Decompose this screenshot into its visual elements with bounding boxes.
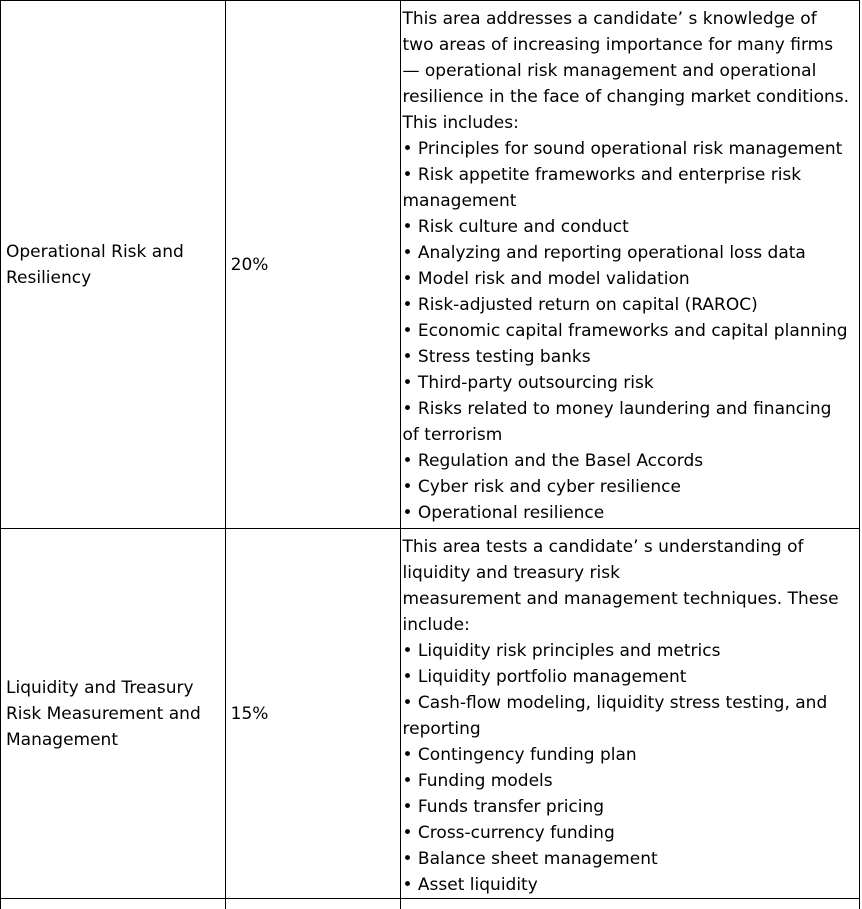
description-line: liquidity and treasury risk: [403, 560, 860, 586]
description-line: two areas of increasing importance for many firms: [403, 32, 860, 58]
description-line: • Regulation and the Basel Accords: [403, 448, 860, 474]
description-cell: [400, 1, 860, 529]
topic-line: Management: [6, 727, 225, 753]
description-line: • Funds transfer pricing: [403, 794, 860, 820]
description-line: of terrorism: [403, 422, 860, 448]
description-line: • Cash-flow modeling, liquidity stress testing, and: [403, 690, 860, 716]
description-line: • Cyber risk and cyber resilience: [403, 474, 860, 500]
description-line: management: [403, 188, 860, 214]
topic-line: Liquidity and Treasury: [6, 675, 225, 701]
description-line: • Cross-currency funding: [403, 820, 860, 846]
description-line: • Operational resilience: [403, 500, 860, 526]
description-line: • Liquidity portfolio management: [403, 664, 860, 690]
description-line: • Risks related to money laundering and financing: [403, 396, 860, 422]
description-line: This area tests a candidate’ s understanding of: [403, 534, 860, 560]
topic-cell: [1, 529, 226, 899]
weight-cell: [225, 529, 400, 899]
description-line: • Stress testing banks: [403, 344, 860, 370]
topic-line: Resiliency: [6, 265, 225, 291]
description-line: • Third-party outsourcing risk: [403, 370, 860, 396]
topic-cell: [1, 1, 226, 529]
description-line: • Asset liquidity: [403, 872, 860, 898]
description-line: measurement and management techniques. These: [403, 586, 860, 612]
description-line: • Risk appetite frameworks and enterprise risk: [403, 162, 860, 188]
description-line: • Risk-adjusted return on capital (RAROC): [403, 292, 860, 318]
description-line: • Model risk and model validation: [403, 266, 860, 292]
topic-line: Risk Measurement and: [6, 701, 225, 727]
description-line: • Contingency funding plan: [403, 742, 860, 768]
weight-value: 15%: [231, 701, 400, 727]
description-line: include:: [403, 612, 860, 638]
description-line: • Funding models: [403, 768, 860, 794]
description-cell: [400, 529, 860, 899]
weight-value: 20%: [231, 252, 400, 278]
description-line: This area addresses a candidate’ s knowledge of: [403, 6, 860, 32]
table-row-liquidity-risk: [1, 529, 860, 899]
description-line: • Economic capital frameworks and capital planning: [403, 318, 860, 344]
description-line: This includes:: [403, 110, 860, 136]
description-line: • Analyzing and reporting operational loss data: [403, 240, 860, 266]
description-line: • Principles for sound operational risk management: [403, 136, 860, 162]
description-line: • Liquidity risk principles and metrics: [403, 638, 860, 664]
description-line: — operational risk management and operational: [403, 58, 860, 84]
table-row-operational-risk: [1, 1, 860, 529]
description-line: • Balance sheet management: [403, 846, 860, 872]
description-line: • Risk culture and conduct: [403, 214, 860, 240]
weight-cell: [225, 1, 400, 529]
topic-line: Operational Risk and: [6, 239, 225, 265]
description-line: resilience in the face of changing market conditions.: [403, 84, 860, 110]
description-line: reporting: [403, 716, 860, 742]
